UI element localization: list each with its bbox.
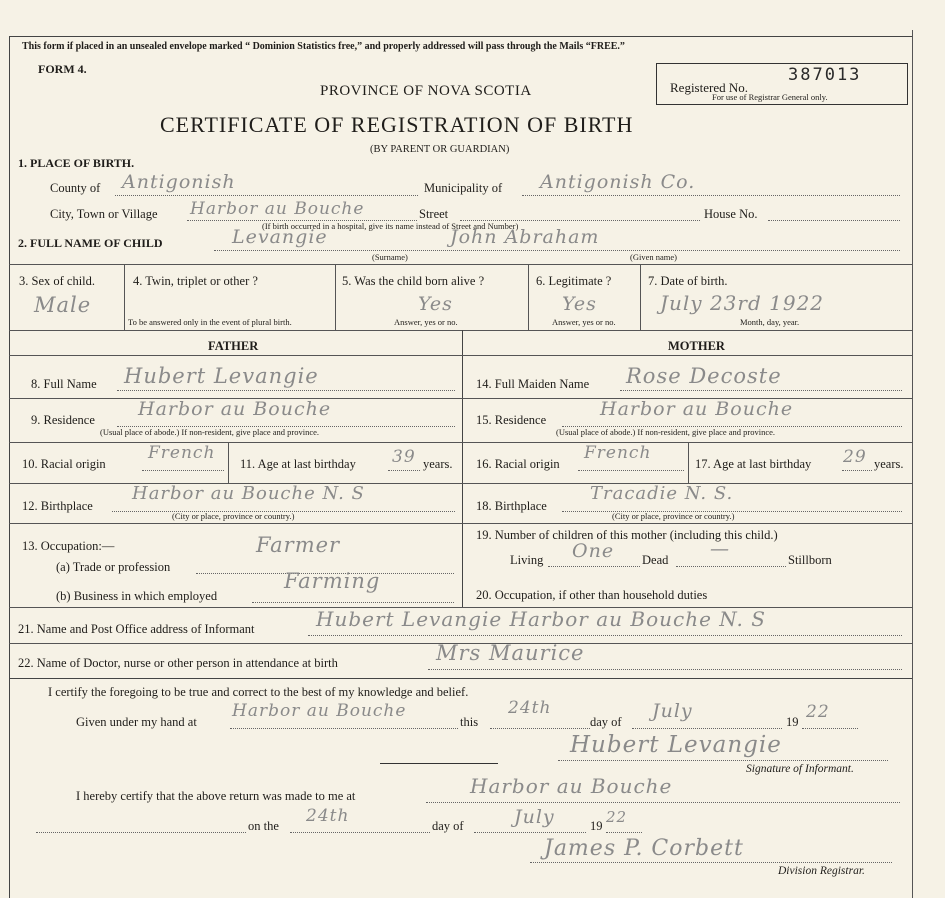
living-label: Living xyxy=(510,553,544,567)
this-label: this xyxy=(460,715,479,729)
registrar-day-line xyxy=(290,832,430,833)
hospital-note: (If birth occurred in a hospital, give its name instead of Street and Number) xyxy=(262,221,519,231)
registrar-note: For use of Registrar General only. xyxy=(712,92,828,102)
father-name-label: 8. Full Name xyxy=(31,377,97,391)
rule-c xyxy=(9,442,912,443)
legitimate-label: 6. Legitimate ? xyxy=(536,274,612,288)
alive-label: 5. Was the child born alive ? xyxy=(342,274,485,288)
business-label: (b) Business in which employed xyxy=(56,589,218,603)
municipality-value: Antigonish Co. xyxy=(540,171,696,193)
registrar-caption: Division Registrar. xyxy=(778,865,865,877)
place-of-birth-heading: 1. PLACE OF BIRTH. xyxy=(18,156,135,170)
children-count-label: 19. Number of children of this mother (including this child.) xyxy=(476,528,778,542)
row3-divider-3 xyxy=(528,264,529,330)
twin-label: 4. Twin, triplet or other ? xyxy=(133,274,258,288)
father-occupation-label: 13. Occupation:— xyxy=(22,539,115,553)
cert-day: 24th xyxy=(508,698,552,718)
mother-birthplace-label: 18. Birthplace xyxy=(476,499,547,513)
document-title: CERTIFICATE OF REGISTRATION OF BIRTH xyxy=(160,112,634,137)
dead-line xyxy=(676,566,786,567)
informant-signature: Hubert Levangie xyxy=(570,732,782,758)
child-given-name: John Abraham xyxy=(450,226,600,248)
top-border xyxy=(9,36,912,37)
registrar-on-the: on the xyxy=(248,819,279,833)
rule-e xyxy=(9,523,912,524)
father-residence: Harbor au Bouche xyxy=(138,398,332,420)
mother-birthplace-note: (City or place, province or country.) xyxy=(612,511,735,521)
father-years: years. xyxy=(423,457,453,471)
alive-note: Answer, yes or no. xyxy=(394,317,458,327)
registrar-signature: James P. Corbett xyxy=(544,836,744,861)
father-racial-label: 10. Racial origin xyxy=(22,457,106,471)
mother-occupation-label: 20. Occupation, if other than household duties xyxy=(476,588,708,602)
legitimate-value: Yes xyxy=(562,293,597,315)
row3-top-rule xyxy=(9,264,912,265)
rule-a xyxy=(9,355,912,356)
father-birthplace: Harbor au Bouche N. S xyxy=(132,483,365,504)
rule-h xyxy=(9,678,912,679)
child-name-line xyxy=(214,250,900,251)
document-subtitle: (BY PARENT OR GUARDIAN) xyxy=(370,144,510,155)
mother-age: 29 xyxy=(843,447,867,467)
house-line xyxy=(768,220,900,221)
given-name-label: (Given name) xyxy=(630,252,677,262)
dob-note: Month, day, year. xyxy=(740,317,800,327)
cert-month-line xyxy=(632,728,782,729)
father-abode-note: (Usual place of abode.) If non-resident, give place and province. xyxy=(100,427,320,437)
child-surname: Levangie xyxy=(232,226,328,248)
mother-age-label: 17. Age at last birthday xyxy=(695,457,812,471)
dead-label: Dead xyxy=(642,553,669,567)
registrar-month: July xyxy=(514,806,555,828)
registered-label: Registered No. xyxy=(670,80,748,95)
informant-label: 21. Name and Post Office address of Informant xyxy=(18,622,255,636)
given-label: Given under my hand at xyxy=(76,715,197,729)
mother-racial-label: 16. Racial origin xyxy=(476,457,560,471)
certify-statement: I certify the foregoing to be true and correct to the best of my knowledge and belief. xyxy=(48,685,469,699)
mother-years: years. xyxy=(874,457,904,471)
trade-label: (a) Trade or profession xyxy=(56,560,171,574)
county-line xyxy=(115,195,418,196)
dead-value: — xyxy=(710,538,730,560)
city-label: City, Town or Village xyxy=(50,207,158,221)
father-age-divider xyxy=(228,442,229,483)
mother-age-line xyxy=(842,470,872,471)
mother-name-label: 14. Full Maiden Name xyxy=(476,377,590,391)
doctor-value: Mrs Maurice xyxy=(436,641,585,665)
father-age-line xyxy=(388,470,420,471)
living-value: One xyxy=(572,540,615,562)
mother-name-line xyxy=(620,390,902,391)
doctor-label: 22. Name of Doctor, nurse or other person in attendance at birth xyxy=(18,656,338,670)
registrar-lead-line xyxy=(36,832,246,833)
father-birthplace-note: (City or place, province or country.) xyxy=(172,511,295,521)
registrar-year-line xyxy=(606,832,642,833)
separator-rule xyxy=(380,763,498,764)
form-number: FORM 4. xyxy=(38,62,87,76)
cert-month: July xyxy=(652,700,693,722)
cert-day-of-label: day of xyxy=(590,715,622,729)
row3-divider-1 xyxy=(124,264,125,330)
cert-year-line xyxy=(802,728,858,729)
cert-year-prefix: 19 xyxy=(786,715,799,729)
parents-divider xyxy=(462,330,463,607)
mother-heading: MOTHER xyxy=(668,339,725,353)
registrar-day: 24th xyxy=(306,806,350,826)
mother-abode-note: (Usual place of abode.) If non-resident, give place and province. xyxy=(556,427,776,437)
sex-value: Male xyxy=(34,293,92,317)
father-heading: FATHER xyxy=(208,339,259,353)
county-label: County of xyxy=(50,181,101,195)
row3-divider-4 xyxy=(640,264,641,330)
registrar-place: Harbor au Bouche xyxy=(470,774,673,798)
stillborn-label: Stillborn xyxy=(788,553,832,567)
county-value: Antigonish xyxy=(122,171,236,193)
registrar-place-line xyxy=(426,802,900,803)
child-name-label: 2. FULL NAME OF CHILD xyxy=(18,236,163,250)
registrar-statement: I hereby certify that the above return was made to me at xyxy=(76,789,356,803)
left-border xyxy=(9,36,10,898)
dob-value: July 23rd 1922 xyxy=(660,291,825,315)
mother-residence-label: 15. Residence xyxy=(476,413,547,427)
informant-signature-caption: Signature of Informant. xyxy=(746,763,854,775)
municipality-line xyxy=(522,195,900,196)
father-birthplace-label: 12. Birthplace xyxy=(22,499,93,513)
row3-bottom-rule xyxy=(9,330,912,331)
twin-note: To be answered only in the event of plural birth. xyxy=(128,317,292,327)
mother-name: Rose Decoste xyxy=(626,364,782,388)
mail-notice: This form if placed in an unsealed envelope marked “ Dominion Statistics free,” and properly addressed will pass through the Mails “FREE.” xyxy=(22,41,625,52)
alive-value: Yes xyxy=(418,293,453,315)
registrar-year: 22 xyxy=(606,808,628,826)
mother-residence: Harbor au Bouche xyxy=(600,398,794,420)
cert-year: 22 xyxy=(806,702,830,722)
father-business: Farming xyxy=(284,569,381,593)
right-border xyxy=(912,30,913,898)
informant-value: Hubert Levangie Harbor au Bouche N. S xyxy=(316,607,766,631)
house-label: House No. xyxy=(704,207,758,221)
province-heading: PROVINCE OF NOVA SCOTIA xyxy=(320,83,532,99)
father-name: Hubert Levangie xyxy=(124,364,319,388)
father-racial-line xyxy=(142,470,224,471)
city-value: Harbor au Bouche xyxy=(190,199,365,219)
registrar-signature-line xyxy=(530,862,892,863)
row3-divider-2 xyxy=(335,264,336,330)
mother-age-divider xyxy=(688,442,689,483)
given-place: Harbor au Bouche xyxy=(232,701,407,721)
father-age-label: 11. Age at last birthday xyxy=(240,457,356,471)
father-age: 39 xyxy=(392,447,416,467)
sex-label: 3. Sex of child. xyxy=(19,274,96,288)
informant-line xyxy=(308,635,902,636)
cert-day-line xyxy=(490,728,590,729)
mother-birthplace: Tracadie N. S. xyxy=(590,483,734,504)
father-trade: Farmer xyxy=(256,533,341,557)
legitimate-note: Answer, yes or no. xyxy=(552,317,616,327)
registered-number: 387013 xyxy=(788,65,862,85)
mother-racial-line xyxy=(578,470,684,471)
registrar-day-of: day of xyxy=(432,819,464,833)
given-place-line xyxy=(230,728,458,729)
mother-racial: French xyxy=(584,443,652,463)
living-line xyxy=(548,566,640,567)
municipality-label: Municipality of xyxy=(424,181,503,195)
father-residence-label: 9. Residence xyxy=(31,413,95,427)
registrar-month-line xyxy=(474,832,586,833)
doctor-line xyxy=(428,669,902,670)
street-label: Street xyxy=(419,207,449,221)
surname-label: (Surname) xyxy=(372,252,408,262)
registrar-year-prefix: 19 xyxy=(590,819,603,833)
father-racial: French xyxy=(148,443,216,463)
informant-signature-line xyxy=(558,760,888,761)
father-name-line xyxy=(117,390,455,391)
dob-label: 7. Date of birth. xyxy=(648,274,728,288)
business-line xyxy=(252,602,454,603)
